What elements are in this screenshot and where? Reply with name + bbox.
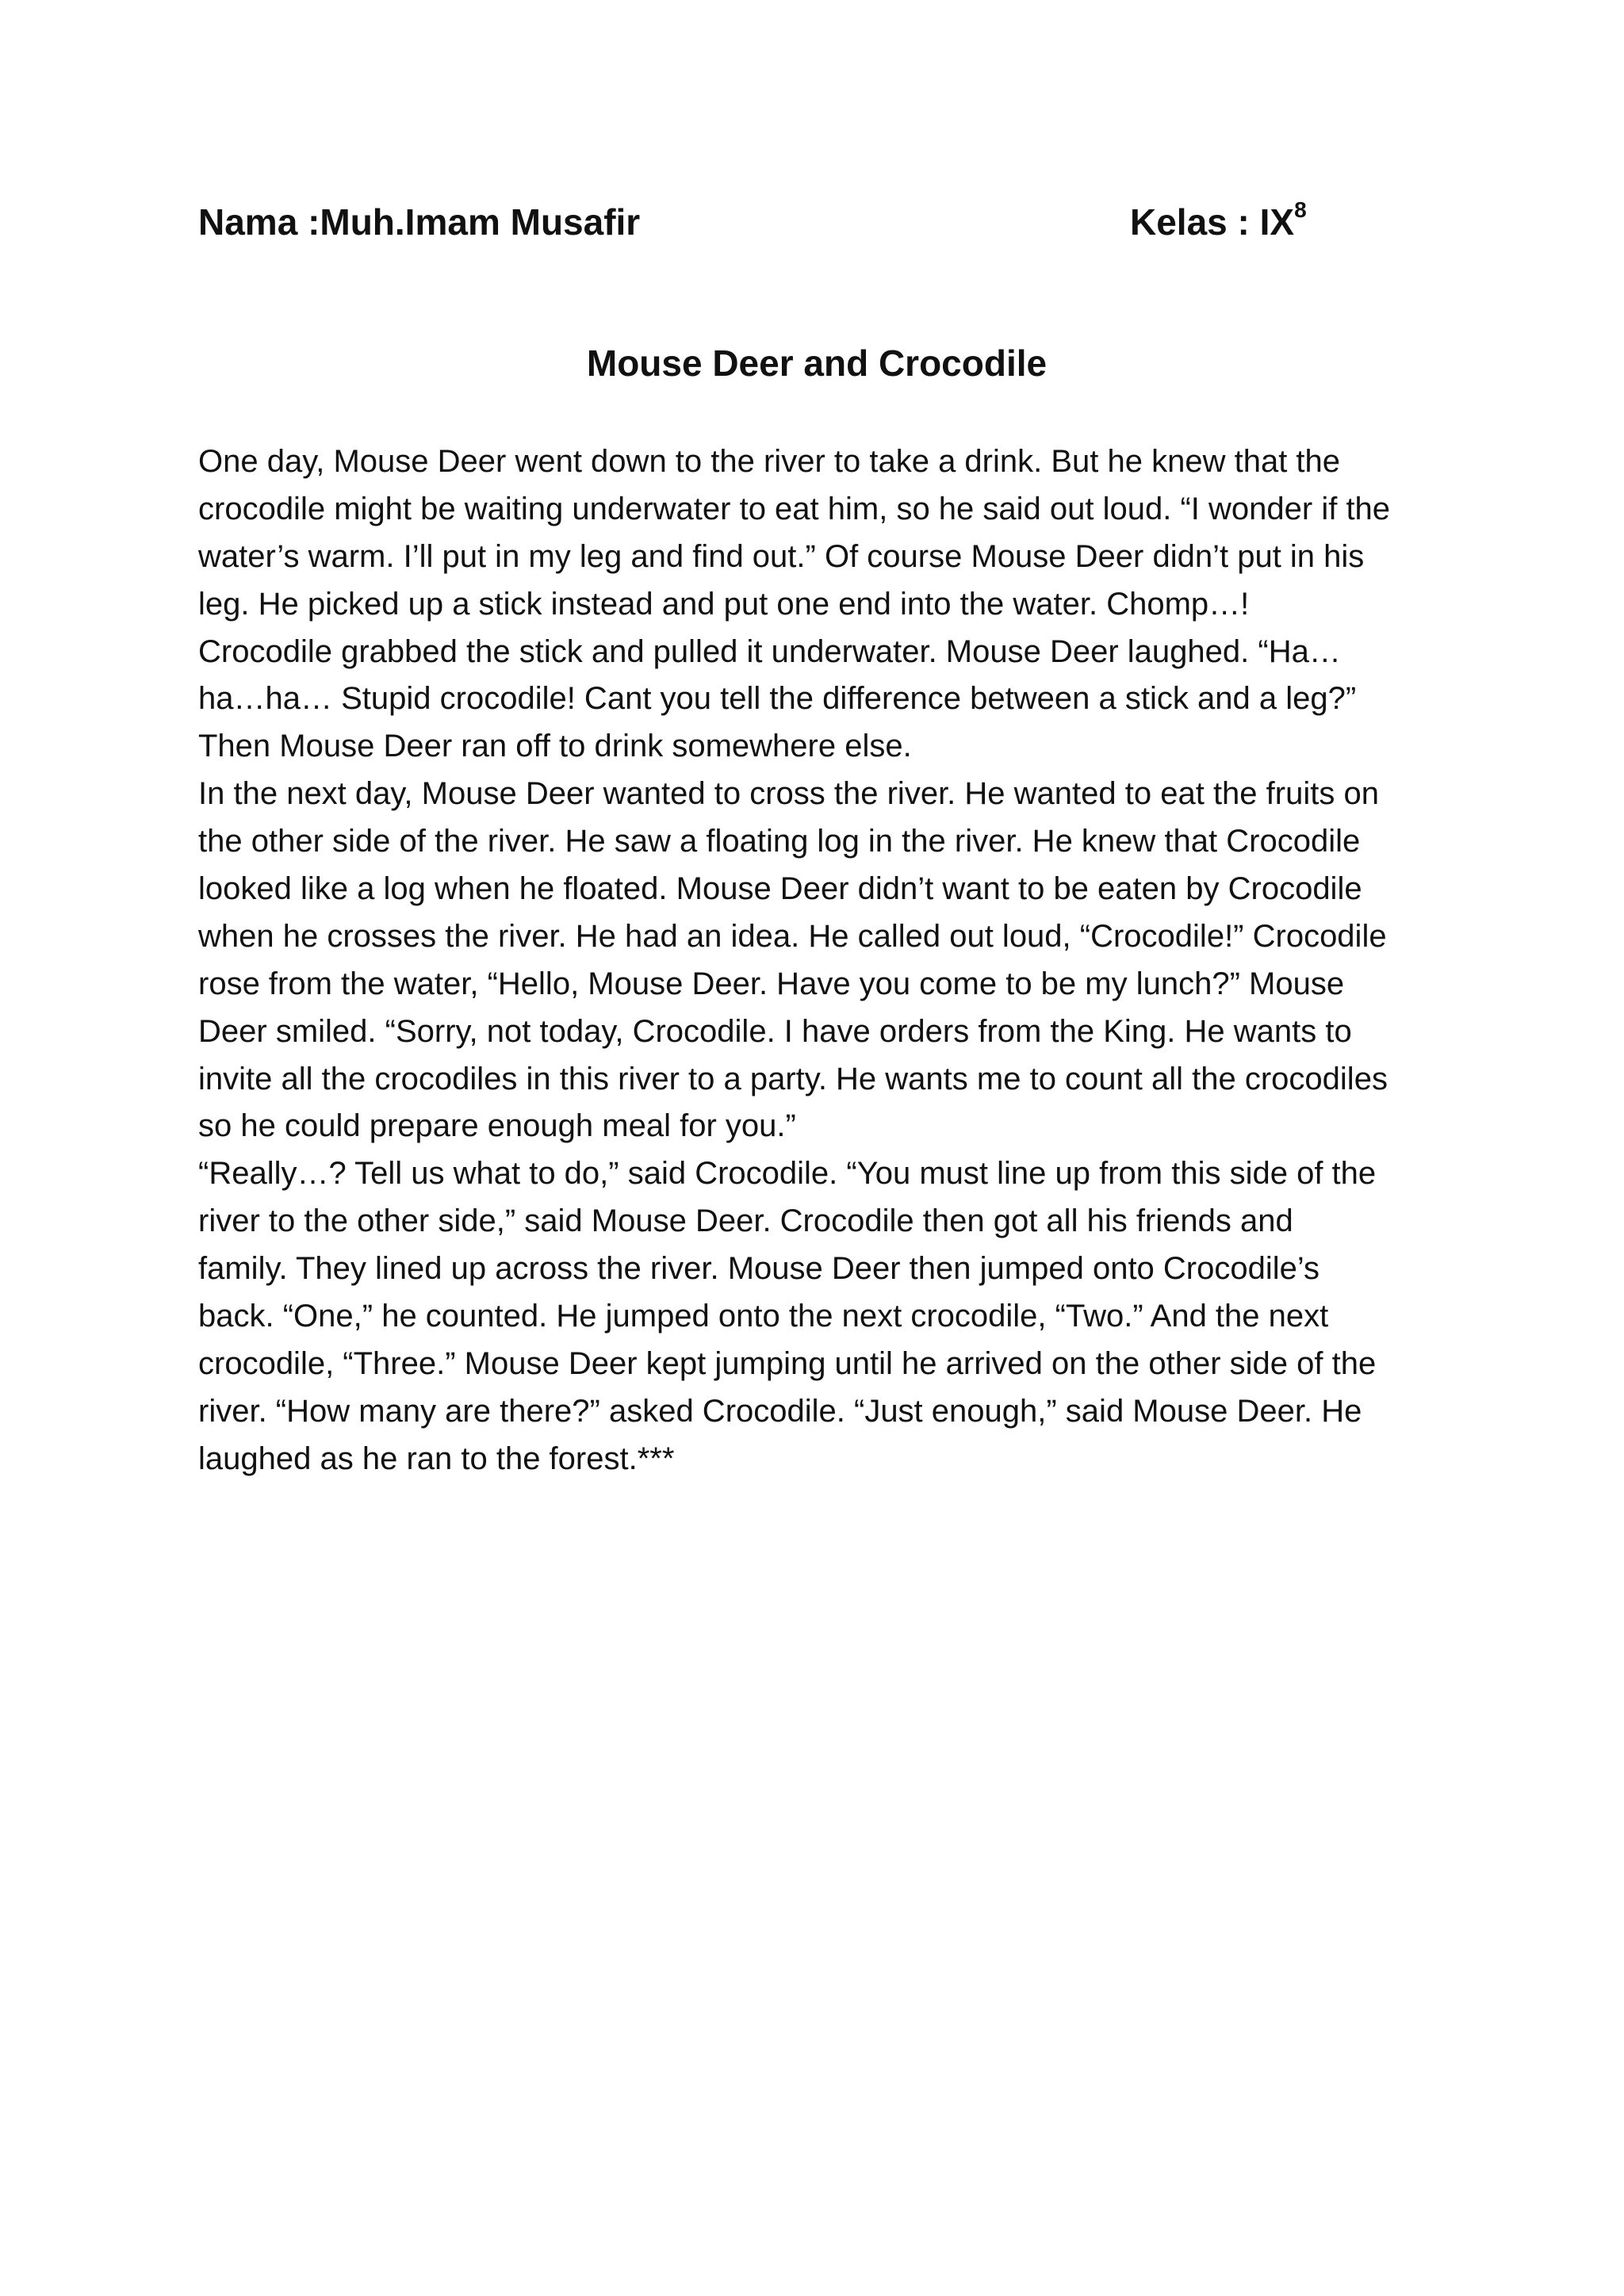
student-name: Nama :Muh.Imam Musafir: [198, 201, 641, 243]
story-line: river to the other side,” said Mouse Deer. Crocodile then got all his friends and: [198, 1203, 1293, 1239]
story-line: One day, Mouse Deer went down to the river to take a drink. But he knew that the: [198, 444, 1341, 479]
story-line: the other side of the river. He saw a floating log in the river. He knew that Crocodile: [198, 824, 1361, 859]
story-line: when he crosses the river. He had an idea. He called out loud, “Crocodile!” Crocodile: [198, 918, 1387, 954]
story-line: back. “One,” he counted. He jumped onto the next crocodile, “Two.” And the next: [198, 1299, 1329, 1334]
story-line: In the next day, Mouse Deer wanted to cross the river. He wanted to eat the fruits on: [198, 776, 1379, 812]
story-line: Deer smiled. “Sorry, not today, Crocodile. I have orders from the King. He wants to: [198, 1013, 1352, 1049]
story-line: invite all the crocodiles in this river to a party. He wants me to count all the crocodiles: [198, 1061, 1388, 1096]
story-line: river. “How many are there?” asked Crocodile. “Just enough,” said Mouse Deer. He: [198, 1393, 1362, 1429]
story-line: rose from the water, “Hello, Mouse Deer. Have you come to be my lunch?” Mouse: [198, 966, 1345, 1001]
class-superscript: 8: [1294, 197, 1307, 222]
student-class: [1130, 198, 1307, 246]
story-line: water’s warm. I’ll put in my leg and find out.” Of course Mouse Deer didn’t put in his: [198, 538, 1365, 574]
story-line: crocodile, “Three.” Mouse Deer kept jumping until he arrived on the other side of the: [198, 1345, 1377, 1381]
story-line: so he could prepare enough meal for you.”: [198, 1108, 796, 1144]
story-line: “Really…? Tell us what to do,” said Crocodile. “You must line up from this side of the: [198, 1156, 1377, 1192]
story-line: looked like a log when he floated. Mouse Deer didn’t want to be eaten by Crocodile: [198, 871, 1362, 907]
story-line: leg. He picked up a stick instead and put one end into the water. Chomp…!: [198, 586, 1250, 622]
story-line: laughed as he ran to the forest.***: [198, 1441, 675, 1476]
story-line: crocodile might be waiting underwater to eat him, so he said out loud. “I wonder if the: [198, 491, 1391, 526]
story-body: [198, 438, 1483, 1483]
class-label: Kelas : IX: [1130, 201, 1295, 243]
story-title: Mouse Deer and Crocodile: [586, 342, 1048, 384]
story-line: family. They lined up across the river. Mouse Deer then jumped onto Crocodile’s: [198, 1251, 1320, 1287]
story-line: Crocodile grabbed the stick and pulled it underwater. Mouse Deer laughed. “Ha…: [198, 633, 1341, 669]
story-line: ha…ha… Stupid crocodile! Cant you tell the difference between a stick and a leg?”: [198, 681, 1357, 717]
story-line: Then Mouse Deer ran off to drink somewhere else.: [198, 729, 912, 764]
